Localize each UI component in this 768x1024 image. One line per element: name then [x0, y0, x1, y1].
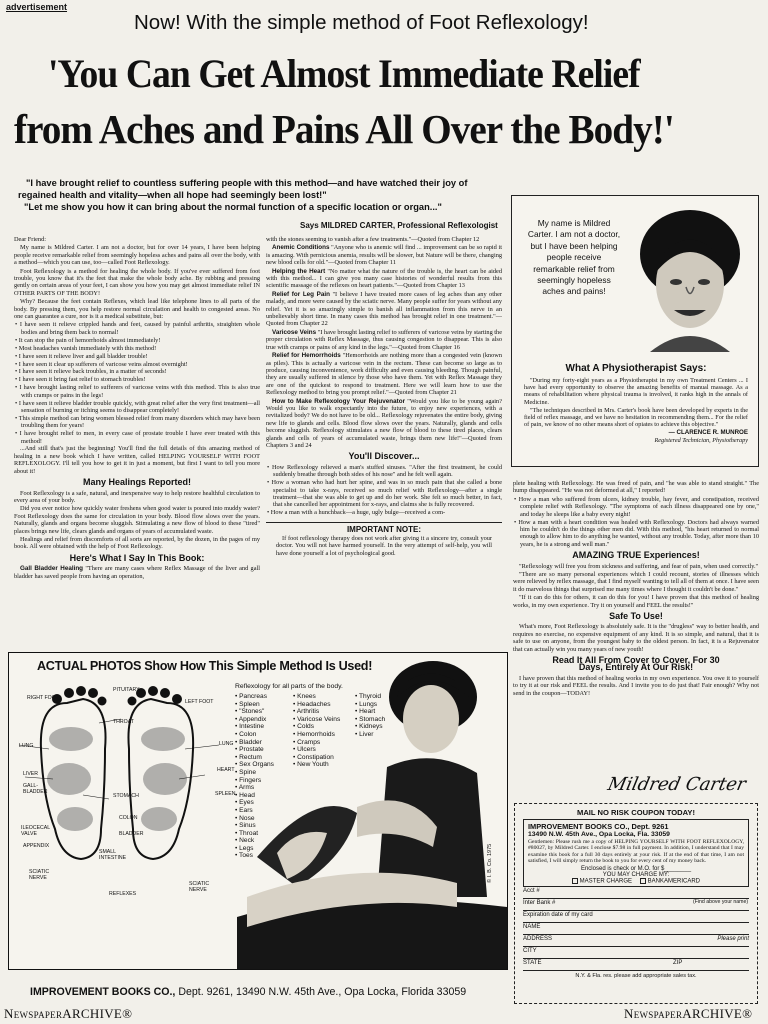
label-pituitary: PITUITARY — [113, 687, 140, 693]
list-item: • Hemorrhoids — [293, 731, 340, 739]
list-item: • Constipation — [293, 754, 340, 762]
chapter-lead: How to Make Reflexology Your Rejuvenator — [272, 397, 406, 405]
list-item: • Toes — [235, 852, 274, 860]
list-item: • Pancreas — [235, 693, 274, 701]
right-para-1: plete healing with Reflexology. He was freed of pain, and "he was able to stand straight." The hump disappeared. "He was not deformed at all," I reported! — [513, 480, 759, 495]
body-list-intro: Reflexology for all parts of the body. — [235, 683, 343, 690]
coupon-card-options — [528, 878, 744, 885]
list-item: • I have seen it relieve liver and gall bladder trouble! — [14, 353, 260, 360]
city-field[interactable] — [523, 948, 749, 959]
chapter-lead: Relief for Hemorrhoids — [272, 352, 341, 360]
letter-para-2: Foot Reflexology is a method for healing the whole body. If you've ever suffered from foot trouble, you know that it's the feet that make the whole body ache. By rubbing and pressing gently on certain areas of your feet, I can show you how you may get almost immediate relief IN OTHER PARTS OF THE BODY! — [14, 267, 260, 297]
name-label: NAME — [523, 924, 541, 931]
list-item: • How a man who suffered from ulcers, kidney trouble, hay fever, and constipation, received complete relief with Reflexology. "The symptoms of each illness disappeared one by one," and today he sleeps like a baby every night! — [513, 496, 759, 518]
signature: Mildred Carter — [605, 774, 748, 795]
footer-address-text: Dept. 9261, 13490 N.W. 45th Ave., Opa Locka, Florida 33059 — [178, 986, 467, 998]
letter-para-3: Why? Because the feet contain Reflexes, which lead like telephone lines to all parts of the body. By pressing them, you help restore normal circulation and health to congested areas. No one can guarantee a cure, nor is it a medical substitute, but: — [14, 298, 260, 321]
mildred-carter-photo — [630, 202, 750, 352]
headline-line-2: from Aches and Pains All Over the Body!' — [14, 106, 674, 152]
label-gall-bladder: GALL- BLADDER — [23, 783, 48, 795]
tagline: Now! With the simple method of Foot Reflexology! — [134, 11, 589, 34]
zip-label: ZIP — [673, 960, 683, 967]
archive-watermark-right: NewspaperARCHIVE® — [624, 1006, 753, 1021]
expiration-field[interactable] — [523, 912, 749, 923]
footer-address — [30, 986, 466, 998]
label-small-intestine: SMALL INTESTINE — [99, 849, 127, 861]
physio-para-1: "During my forty-eight years as a Physiotherapist in my own Treatment Centers ... I have had every opportunity to observe the amazing benefits of manual massage. As a means of rehabilitation where physical trauma is involved, it ranks high in the annals of Medicine. — [524, 377, 748, 406]
list-item: • It can stop the pain of hemorrhoids almost immediately! — [14, 337, 260, 344]
checkbox-icon[interactable] — [572, 878, 578, 884]
quote-line-2: "Let me show you how it can bring about the normal function of a specific location or organ..." — [24, 202, 442, 212]
list-item: • Throat — [235, 830, 274, 838]
physio-title: Registered Technician, Physiotherapy — [654, 436, 748, 444]
inter-bank-field[interactable] — [523, 900, 749, 911]
chapter-text: "I believe I have treated more cases of leg aches than any other malady, and more were caused by the sciatic nerve. Many people suffer for years without any relief. Yet it is so amazingly simple to banish all inflammation from this nerve in an unbelievably short time. In many cases this method has brought relief in one treatment."—Quoted from Chapter 22 — [266, 290, 502, 328]
list-item: • Lungs — [355, 701, 385, 709]
bankamericard-option[interactable] — [640, 878, 700, 885]
label-reflexes: REFLEXES — [109, 891, 137, 897]
list-item: • How a man with a heart condition was healed with Reflexology. Doctors had always warned him he couldn't do the things other men did. With this method, "his heart returned to normal enough to allow him to do anything he wanted, without any trouble. Today, after more than 10 years, he is a strong and well man." — [513, 519, 759, 549]
right-para-2: "Reflexology will free you from sickness and suffering, and fear of pain, when used correctly." — [519, 562, 759, 570]
list-item: • I have seen it relieve crippled hands and feet, caused by painful arthritis, straighten whole bodies and bring them back to normal! — [14, 321, 260, 336]
photos-box — [8, 652, 508, 970]
photo-copyright: © I. B. Co. 1975 — [487, 843, 493, 883]
list-item: • I have seen it relieve bladder trouble quickly, with great relief after the very first treatment—all sensation of burning or itching seems to disappear completely! — [14, 400, 260, 415]
label-colon: COLON — [119, 815, 138, 821]
label-ileocecal: ILEOCECAL VALVE — [21, 825, 51, 837]
letter-para-4: ...And still that's just the beginning! You'll find the full details of this amazing method of healing in a new book which I have written, called HELPING YOURSELF WITH FOOT REFLEXOLOGY. I'll tell you how to get it in just a moment, but first I want to tell you more about it! — [14, 445, 260, 475]
acct-label: Acct # — [523, 888, 540, 895]
quote-attribution: Says MILDRED CARTER, Professional Reflexologist — [300, 221, 498, 230]
label-sciatic-left: SCIATIC NERVE — [29, 869, 50, 881]
list-item: • I have seen it bring fast relief to stomach troubles! — [14, 376, 260, 383]
list-item: • Nose — [235, 815, 274, 823]
heading-safe-to-use: Safe To Use! — [609, 611, 663, 621]
label-appendix: APPENDIX — [23, 843, 50, 849]
list-item: • Varicose Veins — [293, 716, 340, 724]
list-item: • Legs — [235, 845, 274, 853]
list-item: • Colon — [235, 731, 274, 739]
coupon-body: Gentlemen: Please rush me a copy of HELPING YOURSELF WITH FOOT REFLEXOLOGY, #80027, by Mildred Carter. I enclose $7.98 in full payment. In addition, I understand that I may examine this book for a full 30 days entirely at your risk. If at the end of that time, I am not satisfied, I will simply return the book to you for every cent of my money back. — [528, 839, 744, 865]
physiotherapist-quote — [524, 377, 748, 444]
label-lung-left: LUNG — [19, 743, 34, 749]
list-item: • Ulcers — [293, 746, 340, 754]
letter-para-8 — [14, 565, 260, 580]
coupon-company: IMPROVEMENT BOOKS CO., Dept. 9261 — [528, 822, 669, 831]
list-item: • Stomach — [355, 716, 385, 724]
list-item: • Thyroid — [355, 693, 385, 701]
chapter-lead: Varicose Veins — [272, 328, 317, 336]
right-para-6: I have proven that this method of healing works in my own experience. You owe it to yourself to try it at our risk and FEEL the results. And I invite you to do just that! Fair enough? Why not send in the coupon—TODAY! — [513, 674, 759, 697]
chapter-item — [266, 291, 502, 328]
acct-field[interactable] — [523, 888, 749, 899]
list-item: • Arthritis — [293, 708, 340, 716]
right-para-5: What's more, Foot Reflexology is absolutely safe. It is the "drugless" way to better health, and requires no exercise, no expensive equipment of any kind. It is so simple, and natural, that it is safe to use on anyone, from the youngest baby to the oldest person. In fact, it is a Rejuvenator that can actually win you many years of new youth! — [513, 623, 759, 653]
city-label: CITY — [523, 948, 537, 955]
expiration-label: Expiration date of my card — [523, 912, 593, 919]
photos-title: ACTUAL PHOTOS Show How This Simple Method Is Used! — [37, 659, 373, 673]
list-item: • I have brought relief to men, in every case of prostate trouble I have ever treated with this method! — [14, 430, 260, 445]
letter-para-6: Did you ever notice how quickly water freshens when good water is poured into muddy water? Foot Reflexology does the same for circulation in your body. Blood flow slows over the years. Naturally, glands and organs become sluggish. Stimulating a new flow of blood to these "tired" places brings new life, clears glands and organs of years of accumulated waste. — [14, 505, 260, 535]
address-label: ADDRESS — [523, 936, 553, 943]
label-sciatic-right: SCIATIC NERVE — [189, 881, 210, 893]
advertisement-tag: advertisement — [6, 2, 68, 12]
list-item: • Colds — [293, 723, 340, 731]
chapter-item — [266, 244, 502, 266]
find-above-label: (Find above your name) — [693, 899, 749, 906]
list-item: • I have seen it relieve back troubles, in a matter of seconds! — [14, 368, 260, 375]
bankamericard-label: BANKAMERICARD — [647, 878, 701, 885]
label-right-foot: RIGHT FOOT — [27, 695, 59, 701]
important-note-text: If foot reflexology therapy does not work after giving it a sincere try, consult your doctor. You will not have harmed yourself. In the very attempt of self-help, you will have done yourself a lot of psychological good. — [276, 535, 492, 557]
gall-bladder-lead: Gall Bladder Healing — [20, 565, 84, 573]
label-spleen: SPLEEN — [215, 791, 236, 797]
chapter-text: "I have brought lasting relief to sufferers of varicose veins by starting the proper circulation with Reflex Massage, thus causing congestion to disappear. This is also true with cramps or pains of any kind in the legs."—Quoted from Chapter 16 — [266, 328, 502, 351]
chapter-lead: Anemic Conditions — [272, 244, 330, 252]
state-label: STATE — [523, 960, 542, 967]
list-item: • Bladder — [235, 739, 274, 747]
archive-watermark-left: NewspaperARCHIVE® — [4, 1006, 133, 1021]
chapter-text: "Hemorrhoids are nothing more than a congested vein (known as piles). This is actually a varicose vein in the rectum. These can become so large as to produce, causing inconvenience, work difficulty and even causing bleeding. Though painful, they are usually suffered in silence by those who have them. Yet with Reflex Massage they are one of the quickest to respond to treatment. Here we will learn how to use the Reflexology method to bring you prompt relief."—Quoted from Chapter 21 — [266, 352, 502, 397]
physiotherapist-heading: What A Physiotherapist Says: — [565, 363, 707, 374]
portrait-caption: My name is Mildred Carter. I am not a doctor, but I have been helping people receive remarkable relief from seemingly hopeless aches and pains! — [527, 218, 621, 297]
heading-important-note: IMPORTANT NOTE: — [346, 524, 422, 534]
quote-line-1: "I have brought relief to countless suffering people with this method—and have watched their joy of regained health and vitality—when all hope had seemingly been lost!" — [18, 178, 468, 200]
footer-company: IMPROVEMENT BOOKS CO., — [30, 986, 176, 998]
chapter-item — [266, 398, 502, 450]
portrait-box — [511, 195, 759, 467]
coupon-charge: YOU MAY CHARGE MY: — [602, 871, 670, 878]
chapter-text: "No matter what the nature of the trouble is, the heart can be aided with this method... I can give you many case histories of wonderful results from this scientific massage of the reflexes on heart patients."—Quoted from Chapter 13 — [266, 267, 502, 290]
coupon-address: 13490 N.W. 45th Ave., Opa Locka, Fla. 33059 — [528, 831, 670, 838]
chapter-item — [266, 352, 502, 396]
list-item: • Spine — [235, 769, 274, 777]
list-item: • Knees — [293, 693, 340, 701]
checkbox-icon[interactable] — [640, 878, 646, 884]
physio-name: — CLARENCE R. MUNROE — [668, 429, 748, 437]
heading-many-healings: Many Healings Reported! — [82, 477, 192, 488]
list-item: • How a man with a hunchback—a huge, ugly bulge—received a com- — [266, 509, 502, 516]
middle-column — [266, 236, 502, 651]
list-item: • Ears — [235, 807, 274, 815]
letter-para-5: Foot Reflexology is a safe, natural, and inexpensive way to help restore healthful circulation to every area of your body. — [14, 489, 260, 504]
list-item: • Headaches — [293, 701, 340, 709]
list-item: • Appendix — [235, 716, 274, 724]
chapter-lead: Helping the Heart — [272, 267, 326, 275]
benefit-list — [14, 321, 260, 445]
heading-book: Here's What I Say In This Book: — [69, 552, 205, 563]
list-item: • This simple method can bring women blessed relief from many disorders which may have been troubling them for years! — [14, 415, 260, 430]
label-heart: HEART — [217, 767, 235, 773]
important-note-box — [266, 522, 502, 558]
list-item: • Kidneys — [355, 723, 385, 731]
heading-read-it-all: Read It All From Cover to Cover, For 30 Days, Entirely At Our Risk! — [552, 655, 720, 673]
right-para-3: "There are so many personal experiences which I could recount, stories of illnesses which were relieved by reflex massage, that I find myself wanting to tell all of them at once. I have seen it do marvelous things that surprised me many times where I thought it couldn't be done." — [513, 570, 759, 593]
right-column — [513, 480, 759, 810]
chapter-text: "Would you like to be young again? Would you like to walk expectantly into the future, to enjoy new experiences, with a revitalized body? We do not have to be old... Reflexology rejuvenates the entire body, giving new life to glands and cells. Blood flow slows over the years. Naturally, glands and cells become sluggish. Reflexology stimulates a new flow of blood to these tired places, clears glands and cells of years of accumulated waste, brings them new life!"—Quoted from Chapters 3 and 24 — [266, 397, 502, 449]
coupon-title: MAIL NO RISK COUPON TODAY! — [577, 808, 695, 817]
list-item: • Spleen — [235, 701, 274, 709]
state-zip-field[interactable] — [523, 960, 749, 971]
label-throat: THROAT — [113, 719, 134, 725]
coupon-tax-note: N.Y. & Fla. res. please add appropriate sales tax. — [575, 973, 697, 980]
please-print-label: Please print — [717, 936, 749, 943]
chapter-item — [266, 268, 502, 290]
gall-bladder-text: "There are many cases where Reflex Massage of the liver and gall bladder has saved people from having an operation, — [14, 565, 260, 580]
order-coupon — [514, 803, 758, 1004]
letter-para-7: Healings and relief from discomforts of all sorts are reported, by the dozen, in the pages of my book. All were obtained with the help of Foot Reflexology. — [14, 535, 260, 551]
list-item: • I have seen it clear up sufferers of varicose veins almost overnight! — [14, 361, 260, 368]
list-item: • Most headaches vanish immediately with this method! — [14, 345, 260, 352]
list-item: • New Youth — [293, 761, 340, 769]
master-charge-label: MASTER CHARGE — [579, 878, 632, 885]
headline-line-1: 'You Can Get Almost Immediate Relief — [48, 51, 640, 96]
list-item: • How Reflexology relieved a man's stuffed sinuses. "After the first treatment, he could suddenly breathe through both sides of his nose" and he felt well again. — [266, 464, 502, 479]
heading-amazing-experiences: AMAZING TRUE Experiences! — [572, 550, 700, 561]
right-para-4: "If it can do this for others, it can do this for you! I have proven that this method of healing works, in my own experience. Try it on yourself and FEEL the results!" — [513, 594, 759, 609]
name-field[interactable] — [523, 924, 749, 935]
label-stomach: STOMACH — [113, 793, 139, 799]
address-field[interactable] — [523, 936, 749, 947]
label-left-foot: LEFT FOOT — [185, 699, 214, 705]
letter-column — [14, 236, 260, 651]
inter-bank-label: Inter Bank # — [523, 900, 556, 907]
coupon-address-box — [523, 819, 749, 887]
list-item: • I have brought lasting relief to sufferers of varicose veins with this method. This is also true with cramps or pains in the legs! — [14, 384, 260, 399]
list-item: • Heart — [355, 708, 385, 716]
label-lung-right: LUNG — [219, 741, 234, 747]
list-item: • Eyes — [235, 799, 274, 807]
chapter-lead: Relief for Leg Pain — [272, 290, 330, 298]
salutation: Dear Friend: — [14, 236, 46, 243]
label-liver: LIVER — [23, 771, 38, 777]
woman-massaging-foot-photo — [237, 657, 507, 969]
label-bladder: BLADDER — [119, 831, 144, 837]
middle-para-1: with the stones seeming to vanish after a few treatments."—Quoted from Chapter 12 — [266, 236, 480, 243]
heading-discover: You'll Discover... — [348, 451, 420, 462]
chapter-text: "Anyone who is anemic will find ... improvement can be so rapid it is amazing. With pernicious anemia, results will be slower, but Nature will be there, changing new blood cells for old."—Quoted from Chapter 11 — [266, 244, 502, 267]
list-item: • "Stones" — [235, 708, 274, 716]
list-item: • Sinus — [235, 822, 274, 830]
master-charge-option[interactable] — [572, 878, 632, 885]
list-item: • Cramps — [293, 739, 340, 747]
chapter-item — [266, 329, 502, 351]
list-item: • Liver — [355, 731, 385, 739]
list-item: • Arms — [235, 784, 274, 792]
letter-para-1: My name is Mildred Carter. I am not a doctor, but for over 14 years, I have been helping people receive remarkable relief from seemingly hopeless aches and pains all over the body, with a method—which you can use, too—called Foot Reflexology. — [14, 244, 260, 267]
list-item: • Rectum — [235, 754, 274, 762]
list-item: • Prostate — [235, 746, 274, 754]
list-item: • Neck — [235, 837, 274, 845]
coupon-enclosed: Enclosed is check or M.O. for $________ — [580, 865, 692, 872]
list-item: • Head — [235, 792, 274, 800]
list-item: • Sex Organs — [235, 761, 274, 769]
list-item: • Intestine — [235, 723, 274, 731]
list-item: • How a woman who had hurt her spine, and was in so much pain that she called a bone specialist to take x-rays, received so much relief with Reflexology—after a single treatment—that she was able to get up and do her work. She felt so much better, in fact, that she cancelled her appointment for x-rays, and claims she is fully recovered. — [266, 479, 502, 509]
physio-para-2: "The techniques described in Mrs. Carter's book have been developed by experts in the field of reflex massage, and we have no hesitation in recommending them... For the relief of pain, we know of no other means short of opiates to achieve this objective." — [524, 406, 748, 429]
list-item: • Fingers — [235, 777, 274, 785]
